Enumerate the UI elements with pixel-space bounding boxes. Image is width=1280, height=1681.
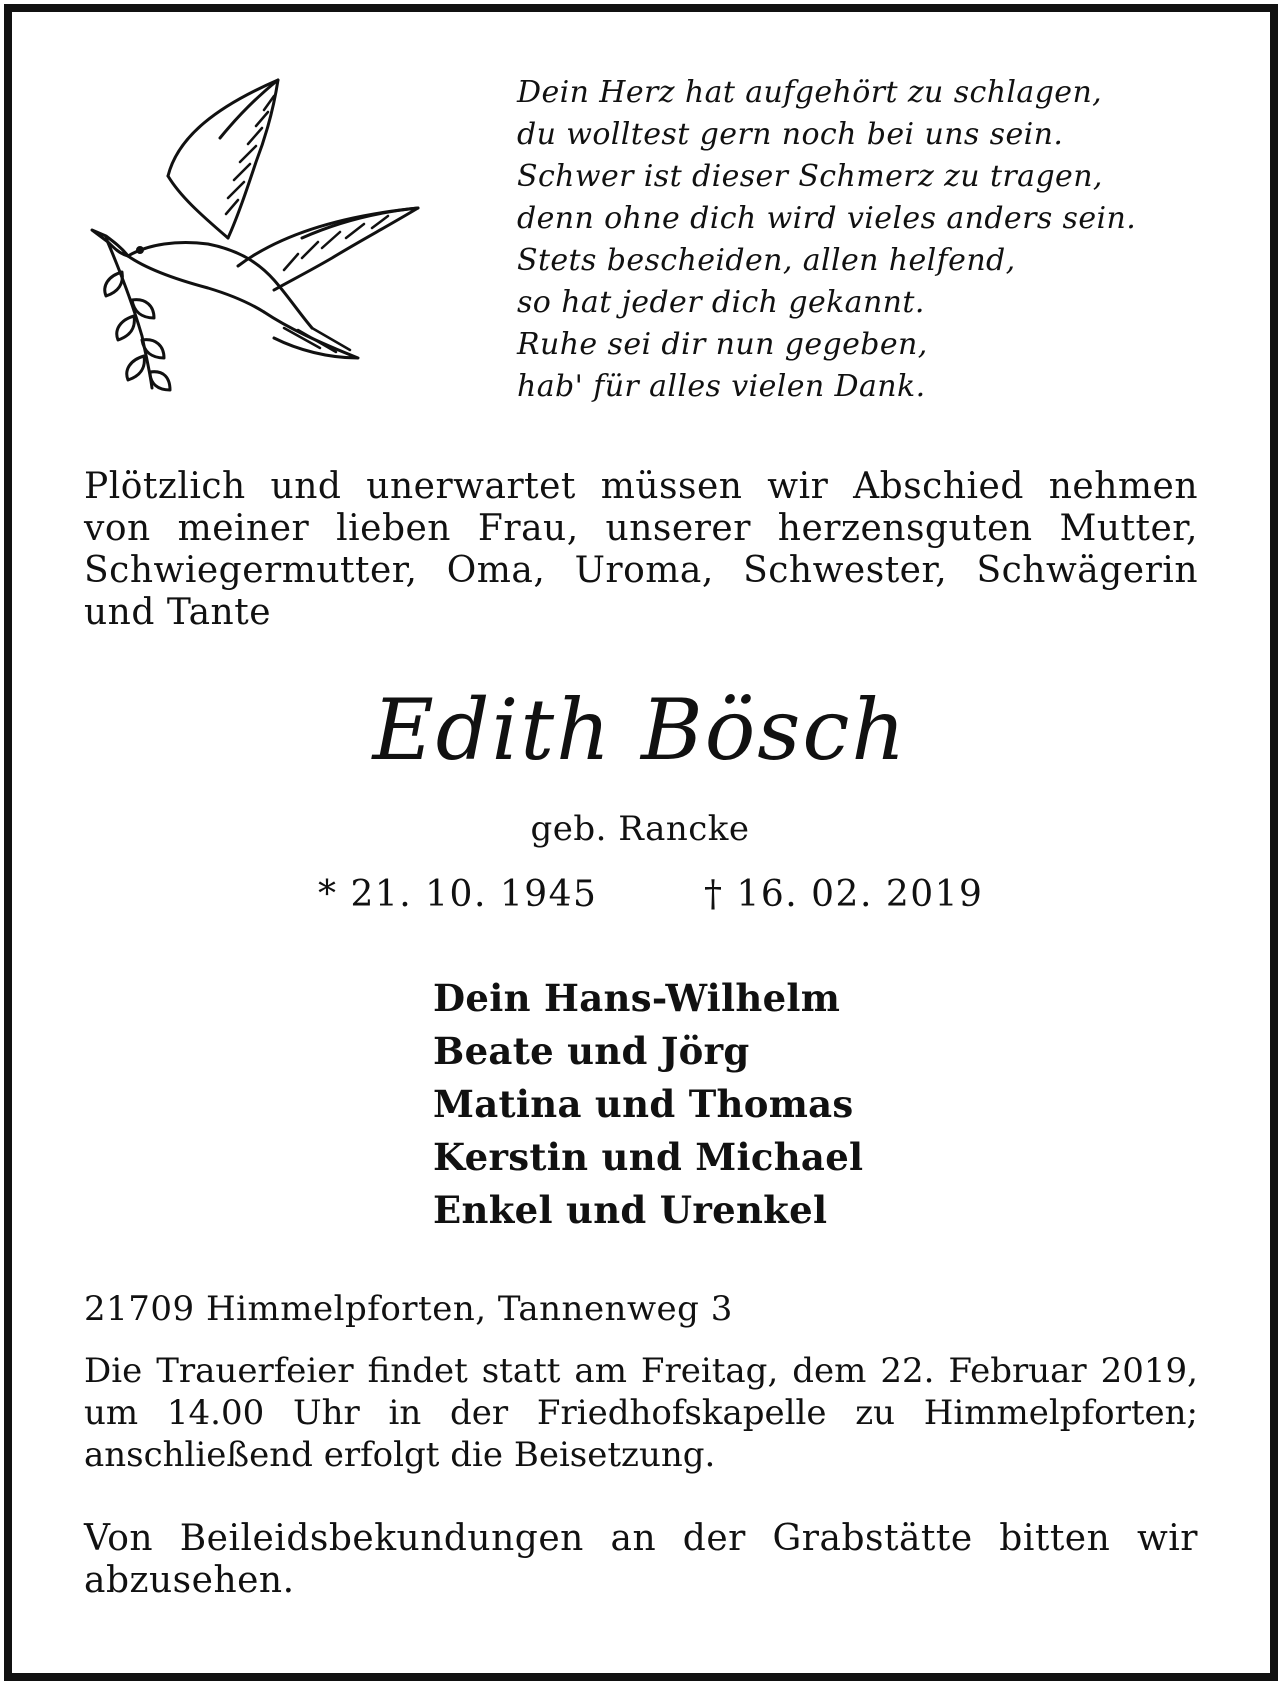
poem-line: denn ohne dich wird vieles anders sein. <box>517 201 1137 236</box>
poem-line: Ruhe sei dir nun gegeben, <box>517 327 928 362</box>
poem-line: Schwer ist dieser Schmerz zu tragen, <box>517 159 1103 194</box>
birth-date: * 21. 10. 1945 <box>318 874 598 915</box>
maiden-name: geb. Rancke <box>530 809 750 849</box>
poem-line: Dein Herz hat aufgehört zu schlagen, <box>517 75 1103 110</box>
poem-line: du wolltest gern noch bei uns sein. <box>517 117 1064 152</box>
mourner-entry: Kerstin und Michael <box>433 1135 864 1179</box>
mourner-entry: Enkel und Urenkel <box>433 1188 828 1232</box>
mourner-entry: Beate und Jörg <box>433 1029 750 1073</box>
poem-line: Stets bescheiden, allen helfend, <box>517 243 1016 278</box>
mourner-entry: Matina und Thomas <box>433 1082 854 1126</box>
poem-line: hab' für alles vielen Dank. <box>517 369 926 404</box>
dove-with-olive-branch-icon <box>88 66 448 406</box>
poem-line: so hat jeder dich gekannt. <box>517 285 925 320</box>
deceased-name: Edith Bösch <box>372 681 908 779</box>
family-address: 21709 Himmelpforten, Tannenweg 3 <box>84 1289 733 1329</box>
condolence-notice: Von Beileidsbekundungen an der Grabstätte bitten wir abzusehen. <box>84 1518 1198 1601</box>
mourners-list <box>433 972 863 1237</box>
poem <box>517 72 1217 408</box>
mourner-entry: Dein Hans-Wilhelm <box>433 976 841 1020</box>
death-date: † 16. 02. 2019 <box>704 874 984 915</box>
funeral-service-notice: Die Trauerfeier findet statt am Freitag, dem 22. Februar 2019, um 14.00 Uhr in der Friedhofskapelle zu Himmelpforten; anschließend erfolgt die Beisetzung. <box>84 1351 1198 1475</box>
announcement-intro: Plötzlich und unerwartet müssen wir Abschied nehmen von meiner lieben Frau, unserer herzensguten Mutter, Schwiegermutter, Oma, Uroma, Schwester, Schwägerin und Tante <box>84 466 1198 633</box>
